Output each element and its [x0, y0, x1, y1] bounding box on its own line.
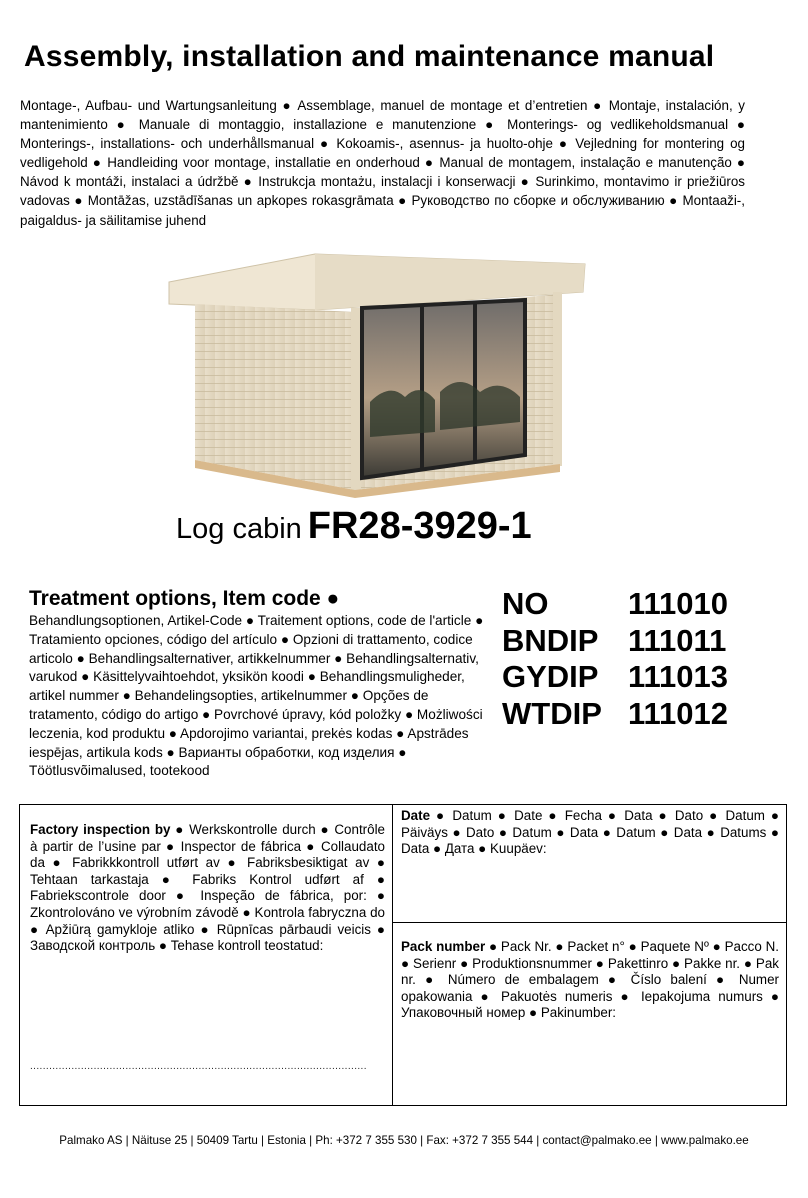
signature-line: ..........................................................................................................	[30, 1061, 367, 1072]
item-code: 111012	[628, 695, 729, 731]
item-code-row	[502, 586, 742, 623]
product-prefix: Log cabin	[176, 513, 302, 545]
inspection-form	[19, 804, 787, 1106]
treatment-name: NO	[502, 586, 549, 621]
log-cabin-photo	[165, 232, 635, 507]
date-label: Date	[401, 808, 431, 823]
treatment-name: BNDIP	[502, 622, 599, 658]
item-code-list	[502, 586, 742, 732]
treatment-heading: Treatment options, Item code ●	[29, 587, 340, 610]
pack-number-field[interactable]	[401, 939, 779, 1022]
product-model: FR28-3929-1	[307, 505, 532, 547]
treatment-translations: Behandlungsoptionen, Artikel-Code ● Traitement options, code de l'article ● Tratamiento opciones, código del artículo ● Opzioni di trattamento, codice articolo ● Behandlingsalternativer, artikkelnummer ● Behandlingsalternativ, varukod ● Käsittelyvaihtoehdot, yksikön koodi ● Behandlingsmuligheder, artikel nummer ● Behandelingsopties, artikelnummer ● Opções de tratamento, código do artigo ● Povrchové úpravy, kód položky ● Możliwości leczenia, kod produktu ● Apdorojimo variantai, prekės kodas ● Apstrādes iespējas, artikula kods ● Варианты обработки, код изделия ● Töötlusvõimalused, tootekood	[29, 613, 484, 779]
item-code-row	[502, 659, 742, 696]
page-title: Assembly, installation and maintenance manual	[24, 40, 715, 73]
item-code: 111010	[628, 586, 729, 621]
date-translations: ● Datum ● Date ● Fecha ● Data ● Dato ● Datum ● Päiväys ● Dato ● Datum ● Data ● Datum ● Data ● Datums ● Data ● Дата ● Kuupäev:	[401, 808, 779, 857]
date-field[interactable]	[401, 808, 779, 858]
pack-translations: ● Pack Nr. ● Packet n° ● Paquete Nº ● Pacco N. ● Serienr ● Produktionsnummer ● Pakettinro ● Pakke nr. ● Pak nr. ● Número de embalagem ● Číslo balení ● Numer opakowania ● Pakuotės numeris ● Iepakojuma numurs ● Упаковочный номер ● Pakinumber:	[401, 939, 779, 1021]
factory-inspection-field[interactable]	[30, 822, 385, 955]
form-divider-vertical	[392, 805, 393, 1105]
inspection-label: Factory inspection by	[30, 822, 171, 837]
form-divider-horizontal	[393, 922, 786, 923]
pack-label: Pack number	[401, 939, 486, 954]
item-code-row	[502, 623, 742, 660]
product-title	[176, 505, 532, 548]
item-code: 111013	[628, 659, 729, 694]
inspection-translations: ● Werkskontrolle durch ● Contrôle à partir de l’usine par ● Inspector de fábrica ● Collaudato da ● Fabrikkkontroll utført av ● Fabriksbesiktigat av ● Tehtaan tarkastaja ● Fabriks Kontrol udført af ● Fabriekscontrole door ● Inspeção de fábrica, por: ● Zkontrolováno ve výrobním závodě ● Kontrola fabryczna do ● Apžiūrą gamykloje atliko ● Rūpnīcas pārbaudi veicis ● Заводской контроль ● Tehase kontroll teostatud:	[30, 822, 385, 954]
item-code: 111011	[628, 622, 727, 658]
treatment-name: GYDIP	[502, 659, 599, 694]
company-footer: Palmako AS | Näituse 25 | 50409 Tartu | Estonia | Ph: +372 7 355 530 | Fax: +372 7 355 544 | contact@palmako.ee | www.palmako.ee	[59, 1134, 749, 1147]
title-translations: Montage-, Aufbau- und Wartungsanleitung ● Assemblage, manuel de montage et d’entretien ● Montaje, instalación, y mantenimiento ● Manuale di montaggio, installazione e manutenzione ● Monterings- og vedlikeholdsmanual ● Monterings-, installations- och underhållsmanual ● Kokoamis-, asennus- ja huolto-ohje ● Vejledning for montering og vedligehold ● Handleiding voor montage, installatie en onderhoud ● Manual de montagem, instalação e manutenção ● Návod k montáži, instalaci a údržbě ● Instrukcja montażu, instalacji i konserwacji ● Surinkimo, montavimo ir priežiūros vadovas ● Montāžas, uzstādīšanas un apkopes rokasgrāmata ● Руководство по сборке и обслуживанию ● Montaaži-, paigaldus- ja säilitamise juhend	[20, 98, 745, 228]
treatment-name: WTDIP	[502, 695, 602, 731]
item-code-row	[502, 696, 742, 733]
